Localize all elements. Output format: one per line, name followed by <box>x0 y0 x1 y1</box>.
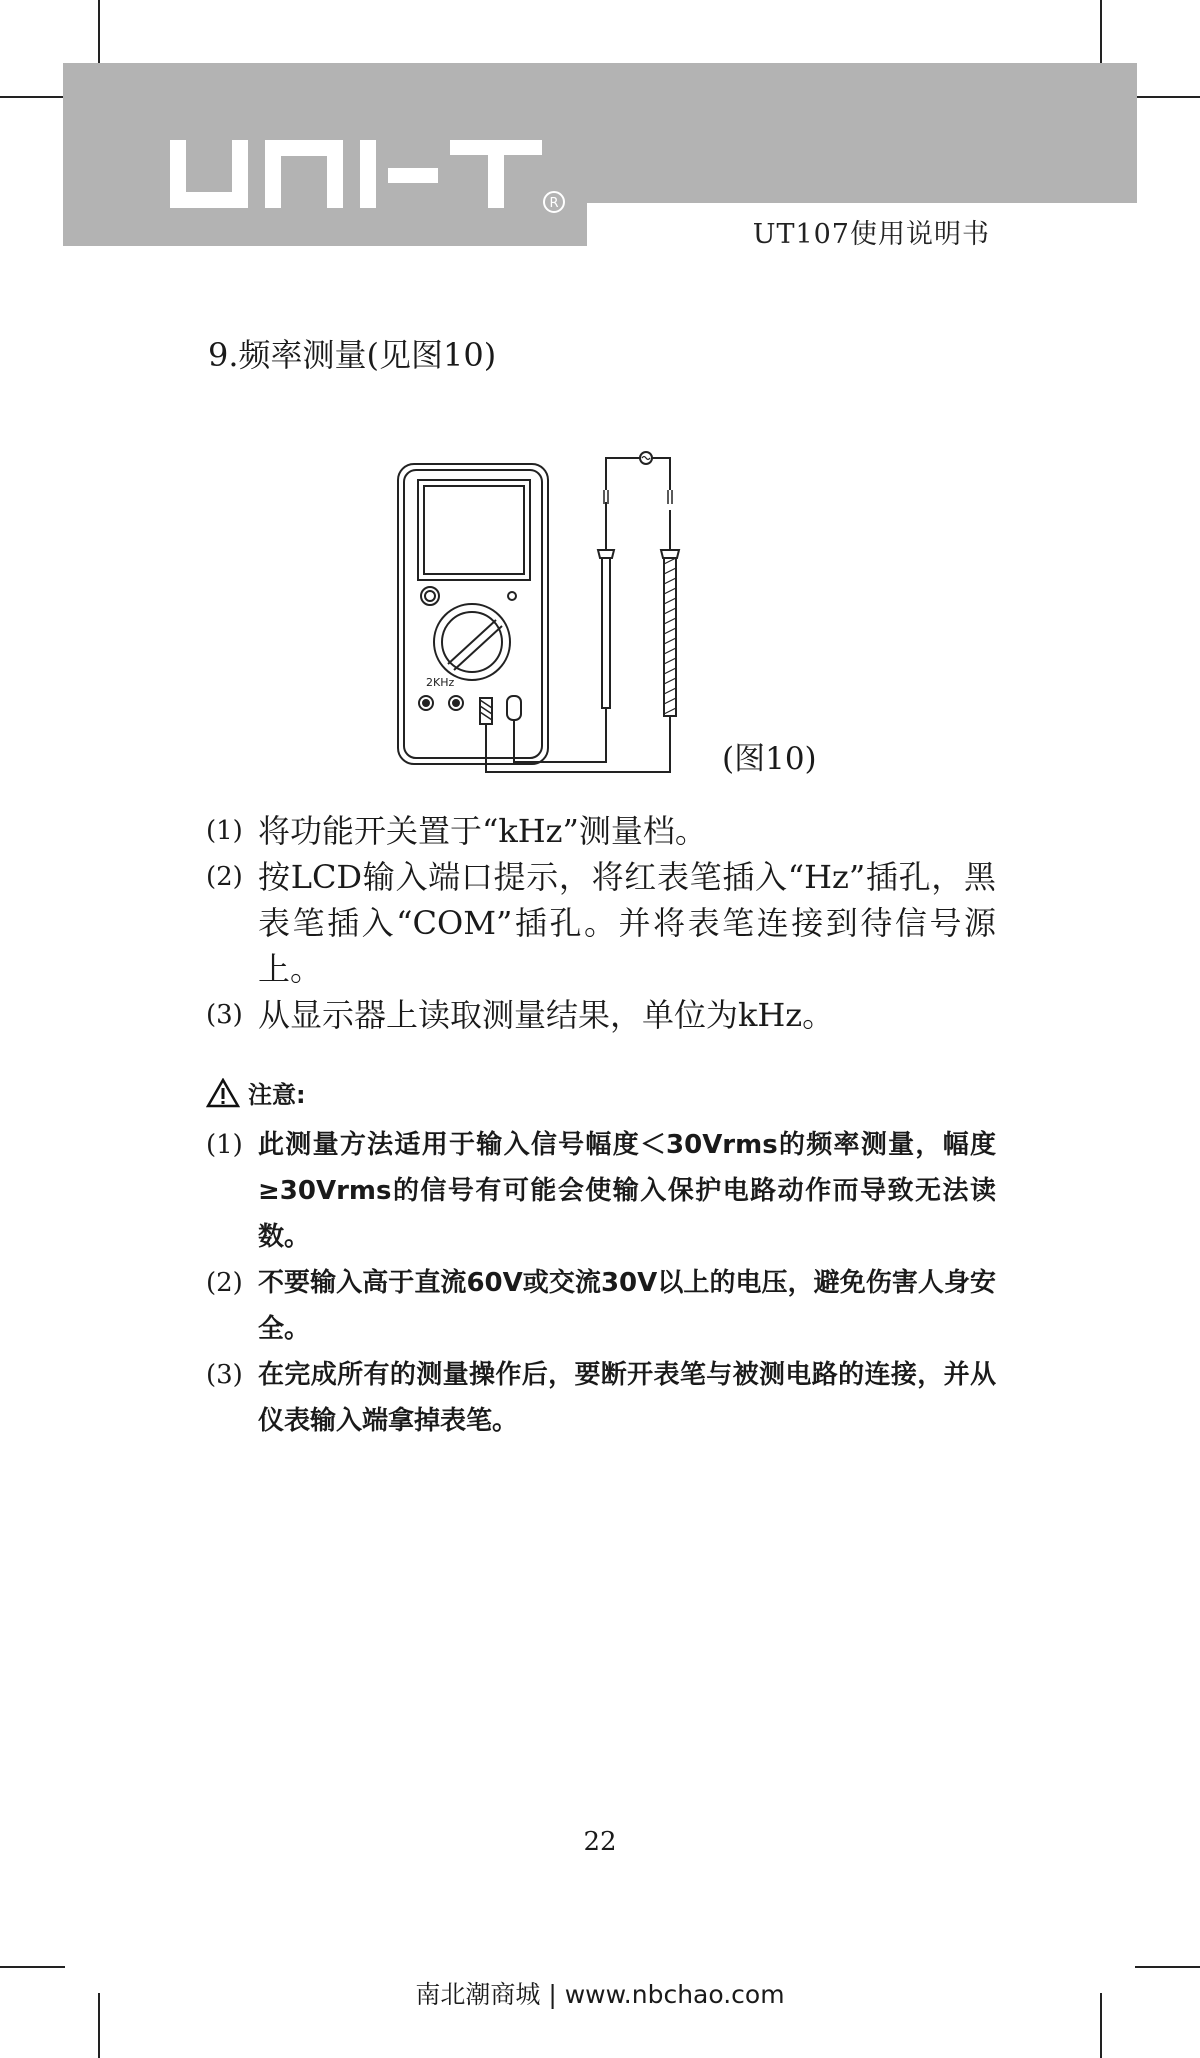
procedure-steps <box>206 808 996 1038</box>
notes-list <box>206 1122 996 1444</box>
notes-heading-text: 注意: <box>248 1081 306 1109</box>
note-text: 此测量方法适用于输入信号幅度＜30Vrms的频率测量，幅度≥30Vrms的信号有可能会使输入保护电路动作而导致无法读数。 <box>258 1130 996 1252</box>
uni-t-logo <box>170 140 570 215</box>
note-text: 在完成所有的测量操作后，要断开表笔与被测电路的连接，并从仪表输入端拿掉表笔。 <box>258 1360 996 1436</box>
notes-heading <box>206 1075 306 1110</box>
note-number: (3) <box>206 1360 243 1390</box>
note-item <box>206 1352 996 1444</box>
step-text: 从显示器上读取测量结果，单位为kHz。 <box>258 996 835 1034</box>
document-title: UT107使用说明书 <box>752 219 990 250</box>
step-text: 将功能开关置于“kHz”测量档。 <box>258 812 707 850</box>
crop-mark <box>1135 1966 1200 1968</box>
svg-text:R: R <box>549 196 559 211</box>
note-number: (1) <box>206 1130 243 1160</box>
page-number: 22 <box>583 1827 617 1857</box>
meter-range-label: 2KHz <box>426 676 455 689</box>
step-number: (1) <box>206 816 243 846</box>
figure-caption: (图10) <box>722 741 817 777</box>
crop-mark <box>0 96 65 98</box>
crop-mark <box>1135 96 1200 98</box>
section-title: 9.频率测量(见图10) <box>208 336 497 374</box>
note-item <box>206 1260 996 1352</box>
multimeter-figure <box>390 450 710 790</box>
warning-icon <box>206 1078 240 1108</box>
footer-source: 南北潮商城 | www.nbchao.com <box>415 1980 785 2009</box>
step-item <box>206 854 996 992</box>
note-number: (2) <box>206 1268 243 1298</box>
step-item <box>206 992 996 1038</box>
step-number: (3) <box>206 1000 243 1030</box>
step-text: 按LCD输入端口提示，将红表笔插入“Hz”插孔，黑表笔插入“COM”插孔。并将表笔连接到待信号源上。 <box>258 858 996 988</box>
step-number: (2) <box>206 862 243 892</box>
step-item <box>206 808 996 854</box>
crop-mark <box>1100 0 1102 65</box>
crop-mark <box>0 1966 65 1968</box>
note-text: 不要输入高于直流60V或交流30V以上的电压，避免伤害人身安全。 <box>258 1268 996 1344</box>
note-item <box>206 1122 996 1260</box>
crop-mark <box>98 0 100 65</box>
